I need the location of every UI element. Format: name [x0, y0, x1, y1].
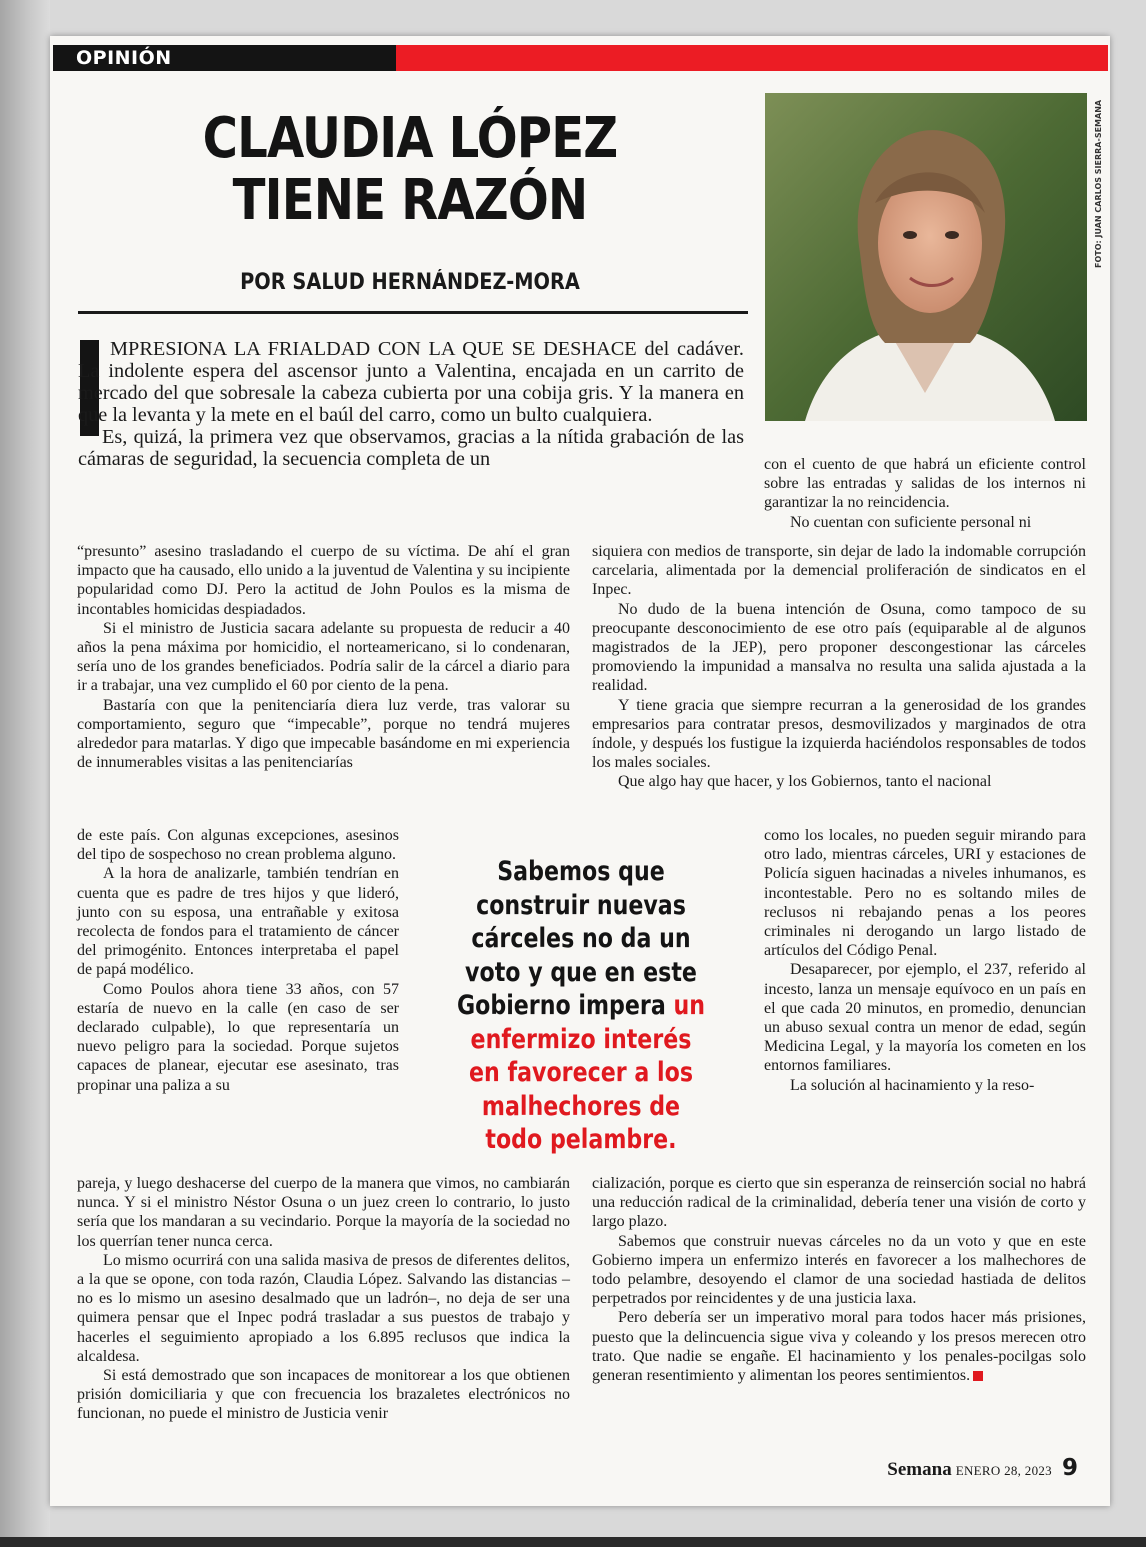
paragraph: Desaparecer, por ejemplo, el 237, referido al incesto, lanza un mensaje equívoco en un país en el que cada 20 minutos, en promedio, denuncian un abuso sexual contra un menor de edad, según Medicina Legal, y la mayoría los cometen en los entornos familiares. — [764, 961, 1086, 1075]
byline: POR SALUD HERNÁNDEZ-MORA — [240, 270, 580, 295]
headline-rule — [78, 311, 748, 314]
paragraph: Como Poulos ahora tiene 33 años, con 57 estaría de nuevo en la calle (en caso de ser declarado culpable), lo que representaría un nuevo peligro para la sociedad. Porque sujetos capaces de planear, ejecutar ese asesinato, tras propinar una paliza a su — [77, 980, 399, 1094]
pull-quote — [453, 855, 709, 1157]
right-column-bottom — [592, 1174, 1086, 1385]
paragraph: Lo mismo ocurrirá con una salida masiva de presos de diferentes delitos, a la que se opone, con toda razón, Claudia López. Salvando las distancias –no es lo mismo un asesino desalmado que un ladrón–, no deja de ser una quimera pensar que el Inpec podrá trasladar a sus puestos de trabajo y hacerles el seguimiento apropiado a los 6.895 reclusos que indica la alcaldesa. — [77, 1251, 570, 1365]
pull-quote-black: Sabemos que construir nuevas cárceles no da un voto y que en este Gobierno impera — [456, 856, 697, 1021]
issue-date: ENERO 28, 2023 — [955, 1463, 1052, 1478]
paragraph: “presunto” asesino trasladando el cuerpo de su víctima. De ahí el gran impacto que ha causado, ello unido a la juventud de Valentina y su incipiente popularidad como DJ. Pero la actitud de John Poulos es la misma de incontables homicidas despiadados. — [77, 543, 570, 618]
section-label: OPINIÓN — [76, 47, 172, 69]
paragraph: de este país. Con algunas excepciones, asesinos del tipo de sospechoso no crean problema alguno. — [77, 827, 399, 864]
bottom-edge — [0, 1537, 1146, 1547]
lead-paragraphs — [78, 339, 744, 470]
left-column-bottom — [77, 1174, 570, 1424]
lead-paragraph-2: Es, quizá, la primera vez que observamos, gracias a la nítida grabación de las cámaras de seguridad, la secuencia completa de un — [78, 425, 744, 470]
paragraph: pareja, y luego deshacerse del cuerpo de la manera que vimos, no cambiarán nunca. Y si el ministro Néstor Osuna o un juez creen lo contrario, lo justo sería que los mandaran a su vecindario. Porque la mayoría de la sociedad no los querrían tener nunca cerca. — [77, 1175, 570, 1250]
paragraph — [592, 1308, 1086, 1385]
headline-line-2: TIENE RAZÓN — [232, 168, 588, 233]
paragraph: A la hora de analizarle, también tendrían en cuenta que es padre de tres hijos y que lideró, junto con su esposa, una entrañable y exitosa recolecta de fondos para el tratamiento de cáncer del primogénito. Entonces interpretaba el papel de papá modélico. — [77, 865, 399, 979]
right-column-top — [764, 455, 1086, 532]
page-footer — [887, 1455, 1078, 1481]
paragraph: Que algo hay que hacer, y los Gobiernos, tanto el nacional — [618, 773, 992, 791]
magazine-brand: Semana — [887, 1459, 952, 1480]
author-photo — [765, 93, 1087, 421]
lead-paragraph-1: MPRESIONA LA FRIALDAD CON LA QUE SE DESHACE del cadáver. La indolente espera del ascensor junto a Valentina, encajada en un carrito de mercado del que sobresale la cabeza cubierta por una cobija gris. Y la manera en que la levanta y la mete en el baúl del carro, como un bulto cualquiera. — [78, 338, 744, 426]
paragraph: No dudo de la buena intención de Osuna, como tampoco de su preocupante desconocimiento de ese otro país (equiparable al de algunos magistrados de la JEP), pero proponer descongestionar las cárceles promoviendo la impunidad a mansalva no resulta una salida ajustada a la realidad. — [592, 600, 1086, 695]
paragraph: No cuentan con suficiente personal ni — [790, 513, 1032, 531]
paragraph: La solución al hacinamiento y la reso- — [790, 1076, 1035, 1094]
middle-column — [592, 542, 1086, 792]
page-gutter — [0, 0, 50, 1547]
left-column-top — [77, 542, 570, 772]
paragraph: cialización, porque es cierto que sin esperanza de reinserción social no habrá una reducción radical de la criminalidad, debería tener una visión de corto y largo plazo. — [592, 1175, 1086, 1231]
paragraph: siquiera con medios de transporte, sin dejar de lado la indomable corrupción carcelaria, alimentada por la demencial proliferación de sindicatos en el Inpec. — [592, 543, 1086, 599]
article-headline — [169, 108, 651, 232]
end-of-article-mark — [973, 1371, 983, 1381]
photo-credit: FOTO: JUAN CARLOS SIERRA-SEMANA — [1094, 99, 1103, 268]
page-number: 9 — [1061, 1455, 1078, 1481]
closing-paragraph-text: Pero debería ser un imperativo moral para todos hacer más prisiones, puesto que la delincuencia sigue viva y coleando y los presos merecen otro trato. Que nadie se engañe. El hacinamiento y los penales-pocilgas solo generan resentimiento y alimentan los peores sentimientos. — [592, 1309, 1086, 1385]
paragraph: Bastaría con que la penitenciaría diera luz verde, tras valorar su comportamiento, seguro que “impecable”, porque no tendrá mujeres alrededor para matarlas. Y digo que impecable basándome en mi experiencia de innumerables visitas a las penitenciarías — [77, 696, 570, 772]
section-tab — [53, 45, 396, 71]
headline-line-1: CLAUDIA LÓPEZ — [202, 106, 618, 171]
paragraph: Sabemos que construir nuevas cárceles no da un voto y que en este Gobierno impera un enfermizo interés en favorecer a los malhechores de todo pelambre, desoyendo el clamor de una sociedad hastiada de delitos perpetrados por reincidentes y de una justicia laxa. — [592, 1232, 1086, 1308]
paragraph: con el cuento de que habrá un eficiente control sobre las entradas y salidas de los internos ni garantizar la no reincidencia. — [764, 456, 1086, 512]
paragraph: Si el ministro de Justicia sacara adelante su propuesta de reducir a 40 años la pena máxima por homicidio, el norteamericano, si lo condenaran, sería uno de los grandes beneficiados. Podría salir de la cárcel a diario para ir a trabajar, una vez cumplido el 60 por ciento de la pena. — [77, 619, 570, 695]
author-portrait-image — [765, 93, 1087, 421]
right-column-narrow — [764, 826, 1086, 1095]
paragraph: como los locales, no pueden seguir mirando para otro lado, mientras cárceles, URI y estaciones de Policía siguen hacinadas a niveles inhumanos, es incontestable. Pero no es soltando miles de reclusos ni rebajando penas a los peores criminales ni derogando un largo listado de artículos del Código Penal. — [764, 827, 1086, 960]
paragraph: Si está demostrado que son incapaces de monitorear a los que obtienen prisión domiciliaria y que con frecuencia los brazaletes electrónicos no funcionan, no puede el ministro de Justicia venir — [77, 1367, 570, 1423]
section-bar — [53, 45, 1108, 71]
paragraph: Y tiene gracia que siempre recurran a la generosidad de los grandes empresarios para contratar presos, desmovilizados y marginados de otra índole, y después los fustigue la izquierda haciéndolos responsables de todos los males sociales. — [592, 696, 1086, 772]
left-column-narrow — [77, 826, 399, 1095]
pull-quote-red: un enfermizo interés en favorecer a los malhechores de todo pelambre. — [468, 990, 706, 1155]
